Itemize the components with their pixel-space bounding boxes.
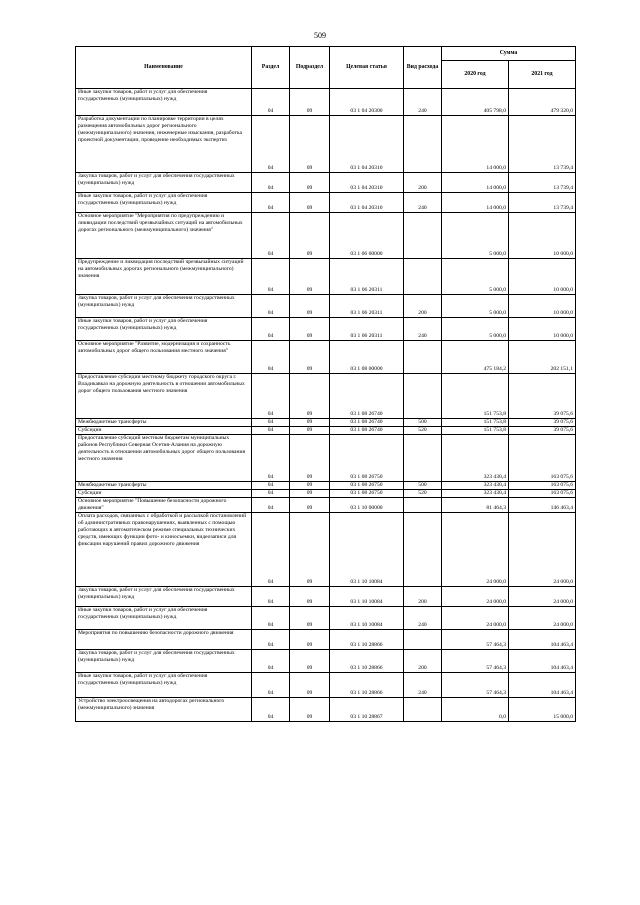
header-2020: 2020 год: [442, 61, 509, 89]
row-sum-2021: 163 075,6: [509, 435, 576, 482]
row-razdel: 04: [252, 630, 290, 650]
row-article: 03 1 06 00000: [330, 213, 404, 259]
row-name: Иные закупки товаров, работ и услуг для обеспечения государственных (муниципальных) нужд: [76, 673, 252, 698]
row-sum-2021: 24 000,0: [509, 513, 576, 587]
row-article: 03 1 08 26750: [330, 435, 404, 482]
row-sum-2020: 323 430,4: [442, 482, 509, 490]
row-razdel: 04: [252, 419, 290, 427]
row-name: Закупка товаров, работ и услуг для обеспечения государственных (муниципальных) нужд: [76, 650, 252, 673]
row-article: 03 1 04 20300: [330, 89, 404, 116]
row-razdel: 04: [252, 213, 290, 259]
row-sum-2021: 13 739,4: [509, 116, 576, 173]
row-name: Иные закупки товаров, работ и услуг для обеспечения государственных (муниципальных) нужд: [76, 318, 252, 341]
row-podrazdel: 09: [290, 587, 330, 607]
row-article: 03 1 10 10084: [330, 607, 404, 630]
row-podrazdel: 09: [290, 607, 330, 630]
table-row: [76, 482, 576, 490]
row-article: 03 1 06 20311: [330, 318, 404, 341]
row-razdel: 04: [252, 587, 290, 607]
header-podrazdel: Подраздел: [290, 47, 330, 89]
row-razdel: 04: [252, 490, 290, 498]
table-row: [76, 341, 576, 374]
row-podrazdel: 09: [290, 173, 330, 193]
row-article: 03 1 10 28866: [330, 650, 404, 673]
row-name: Субсидии: [76, 427, 252, 435]
row-article: 03 1 08 26740: [330, 374, 404, 419]
table-row: [76, 498, 576, 513]
row-vid: 200: [404, 650, 442, 673]
row-sum-2020: 57 464,3: [442, 673, 509, 698]
row-podrazdel: 09: [290, 630, 330, 650]
table-header: [76, 47, 576, 89]
row-sum-2020: 24 000,0: [442, 513, 509, 587]
row-name: Иные закупки товаров, работ и услуг для обеспечения государственных (муниципальных) нужд: [76, 193, 252, 213]
row-name: Субсидии: [76, 490, 252, 498]
header-summa: Сумма: [442, 47, 576, 61]
row-razdel: 04: [252, 698, 290, 722]
row-podrazdel: 09: [290, 259, 330, 295]
row-article: 03 1 08 00000: [330, 341, 404, 374]
row-razdel: 04: [252, 513, 290, 587]
table-row: [76, 295, 576, 318]
row-razdel: 04: [252, 116, 290, 173]
row-podrazdel: 09: [290, 435, 330, 482]
header-article: Целевая статья: [330, 47, 404, 89]
row-sum-2021: 10 000,0: [509, 213, 576, 259]
row-sum-2021: 39 075,6: [509, 419, 576, 427]
row-sum-2021: 10 000,0: [509, 295, 576, 318]
table-row: [76, 318, 576, 341]
row-article: 03 1 10 28867: [330, 698, 404, 722]
row-name: Иные закупки товаров, работ и услуг для обеспечения государственных (муниципальных) нужд: [76, 89, 252, 116]
row-razdel: 04: [252, 295, 290, 318]
page-number: 509: [314, 31, 326, 40]
row-sum-2020: 5 000,0: [442, 213, 509, 259]
row-vid: [404, 213, 442, 259]
row-name: Закупка товаров, работ и услуг для обеспечения государственных (муниципальных) нужд: [76, 173, 252, 193]
row-article: 03 1 10 00000: [330, 498, 404, 513]
row-article: 03 1 10 10084: [330, 513, 404, 587]
row-name: Разработка документации по планировке территории в целях размещения автомобильных дорог регионального (межмуниципального) значения, инженерные изыскания, разработка проектной документации, проведение необходимых экспертиз: [76, 116, 252, 173]
row-razdel: 04: [252, 374, 290, 419]
row-vid: [404, 498, 442, 513]
row-name: Закупка товаров, работ и услуг для обеспечения государственных (муниципальных) нужд: [76, 587, 252, 607]
row-vid: [404, 259, 442, 295]
table-row: [76, 650, 576, 673]
row-vid: [404, 435, 442, 482]
row-razdel: 04: [252, 318, 290, 341]
row-name: Устройство электроосвещения на автодорогах регионального (межмуниципального) значения: [76, 698, 252, 722]
row-podrazdel: 09: [290, 490, 330, 498]
row-article: 03 1 06 20311: [330, 259, 404, 295]
row-article: 03 1 10 28866: [330, 673, 404, 698]
row-article: 03 1 04 20310: [330, 116, 404, 173]
row-sum-2020: 24 000,0: [442, 587, 509, 607]
table-row: [76, 173, 576, 193]
row-vid: 240: [404, 607, 442, 630]
row-razdel: 04: [252, 259, 290, 295]
row-name: Основное мероприятие "Развитие, модернизация и сохранность автомобильных дорог общего пользования местного значения": [76, 341, 252, 374]
row-podrazdel: 09: [290, 650, 330, 673]
header-name: Наименование: [76, 47, 252, 89]
row-sum-2021: 10 000,0: [509, 259, 576, 295]
row-vid: 520: [404, 490, 442, 498]
row-vid: 200: [404, 173, 442, 193]
row-sum-2021: 202 151,1: [509, 341, 576, 374]
row-sum-2020: 405 798,0: [442, 89, 509, 116]
table-row: [76, 698, 576, 722]
row-article: 03 1 04 20310: [330, 173, 404, 193]
row-podrazdel: 09: [290, 318, 330, 341]
table-row: [76, 116, 576, 173]
header-razdel: Раздел: [252, 47, 290, 89]
row-sum-2020: 57 464,3: [442, 650, 509, 673]
table-row: [76, 193, 576, 213]
row-podrazdel: 09: [290, 374, 330, 419]
row-name: Межбюджетные трансферты: [76, 419, 252, 427]
row-sum-2020: 151 753,8: [442, 419, 509, 427]
row-sum-2021: 39 075,6: [509, 374, 576, 419]
row-sum-2021: 13 739,4: [509, 173, 576, 193]
row-vid: 520: [404, 427, 442, 435]
row-sum-2021: 104 463,4: [509, 630, 576, 650]
row-vid: 240: [404, 193, 442, 213]
row-sum-2020: 81 464,3: [442, 498, 509, 513]
row-podrazdel: 09: [290, 482, 330, 490]
row-sum-2020: 14 000,0: [442, 173, 509, 193]
row-name: Основное мероприятие "Мероприятия по предупреждению и ликвидации последствий чрезвычайных ситуаций на автомобильных дорогах регионального (межмуниципального) значения": [76, 213, 252, 259]
row-vid: [404, 374, 442, 419]
table-row: [76, 89, 576, 116]
table-row: [76, 490, 576, 498]
row-article: 03 1 08 26750: [330, 482, 404, 490]
row-sum-2020: 5 000,0: [442, 295, 509, 318]
row-name: Предоставление субсидии местному бюджету городского округа г. Владикавказ на дорожную деятельность в отношении автомобильных дорог общего пользования местного значения: [76, 374, 252, 419]
row-vid: 240: [404, 673, 442, 698]
row-vid: [404, 341, 442, 374]
row-razdel: 04: [252, 173, 290, 193]
row-podrazdel: 09: [290, 673, 330, 698]
table-row: [76, 513, 576, 587]
table-row: [76, 419, 576, 427]
table-row: [76, 427, 576, 435]
row-razdel: 04: [252, 673, 290, 698]
row-razdel: 04: [252, 498, 290, 513]
row-sum-2020: 475 184,2: [442, 341, 509, 374]
row-sum-2021: 104 463,4: [509, 673, 576, 698]
row-sum-2021: 104 463,4: [509, 650, 576, 673]
row-sum-2020: 24 000,0: [442, 607, 509, 630]
row-name: Предоставление субсидий местным бюджетам муниципальных районов Республики Северная Осетия-Алания на дорожную деятельность в отношении автомобильных дорог общего пользования местного значения: [76, 435, 252, 482]
row-vid: 240: [404, 318, 442, 341]
row-razdel: 04: [252, 193, 290, 213]
table-row: [76, 673, 576, 698]
row-vid: 240: [404, 89, 442, 116]
table-row: [76, 630, 576, 650]
row-podrazdel: 09: [290, 419, 330, 427]
row-article: 03 1 10 28866: [330, 630, 404, 650]
row-podrazdel: 09: [290, 498, 330, 513]
row-sum-2020: 5 000,0: [442, 318, 509, 341]
row-podrazdel: 09: [290, 698, 330, 722]
row-razdel: 04: [252, 482, 290, 490]
row-name: Иные закупки товаров, работ и услуг для обеспечения государственных (муниципальных) нужд: [76, 607, 252, 630]
row-name: Мероприятия по повышению безопасности дорожного движения: [76, 630, 252, 650]
row-podrazdel: 09: [290, 427, 330, 435]
row-podrazdel: 09: [290, 513, 330, 587]
table-row: [76, 374, 576, 419]
row-sum-2021: 479 320,0: [509, 89, 576, 116]
row-name: Предупреждение и ликвидация последствий чрезвычайных ситуаций на автомобильных дорогах регионального (межмуниципального) значения: [76, 259, 252, 295]
row-sum-2021: 146 463,4: [509, 498, 576, 513]
row-name: Закупка товаров, работ и услуг для обеспечения государственных (муниципальных) нужд: [76, 295, 252, 318]
table-body: [76, 89, 576, 722]
row-vid: 500: [404, 419, 442, 427]
row-sum-2021: 15 000,0: [509, 698, 576, 722]
row-sum-2021: 163 075,6: [509, 490, 576, 498]
row-razdel: 04: [252, 89, 290, 116]
row-vid: 200: [404, 295, 442, 318]
row-sum-2020: 5 000,0: [442, 259, 509, 295]
row-sum-2020: 323 430,4: [442, 435, 509, 482]
row-sum-2021: 24 000,0: [509, 587, 576, 607]
row-sum-2020: 0,0: [442, 698, 509, 722]
row-sum-2021: 39 075,6: [509, 427, 576, 435]
row-sum-2020: 151 753,8: [442, 374, 509, 419]
row-vid: 500: [404, 482, 442, 490]
row-article: 03 1 08 26740: [330, 427, 404, 435]
row-vid: 200: [404, 587, 442, 607]
header-2021: 2021 год: [509, 61, 576, 89]
row-sum-2020: 14 000,0: [442, 193, 509, 213]
row-podrazdel: 09: [290, 295, 330, 318]
row-razdel: 04: [252, 650, 290, 673]
row-article: 03 1 04 20310: [330, 193, 404, 213]
row-name: Основное мероприятие "Повышение безопасности дорожного движения": [76, 498, 252, 513]
row-article: 03 1 10 10084: [330, 587, 404, 607]
table-row: [76, 435, 576, 482]
row-article: 03 1 08 26750: [330, 490, 404, 498]
row-razdel: 04: [252, 341, 290, 374]
row-vid: [404, 698, 442, 722]
row-vid: [404, 630, 442, 650]
row-article: 03 1 06 20311: [330, 295, 404, 318]
row-podrazdel: 09: [290, 213, 330, 259]
row-vid: [404, 513, 442, 587]
row-razdel: 04: [252, 607, 290, 630]
row-podrazdel: 09: [290, 116, 330, 173]
header-vid: Вид расхода: [404, 47, 442, 89]
row-article: 03 1 08 26740: [330, 419, 404, 427]
row-sum-2020: 14 000,0: [442, 116, 509, 173]
row-podrazdel: 09: [290, 341, 330, 374]
row-sum-2020: 151 753,8: [442, 427, 509, 435]
row-podrazdel: 09: [290, 193, 330, 213]
row-sum-2021: 10 000,0: [509, 318, 576, 341]
row-sum-2021: 24 000,0: [509, 607, 576, 630]
row-sum-2021: 163 075,6: [509, 482, 576, 490]
row-sum-2021: 13 739,4: [509, 193, 576, 213]
row-razdel: 04: [252, 427, 290, 435]
budget-table: [75, 46, 576, 722]
table-row: [76, 259, 576, 295]
row-name: Оплата расходов, связанных с обработкой и рассылкой постановлений об административных правонарушениях, выявленных с помощью работающих в автоматическом режиме специальных технических средств, имеющих функции фото- и киносъемки, видеозаписи для фиксации нарушений правил дорожного движения: [76, 513, 252, 587]
row-sum-2020: 57 464,3: [442, 630, 509, 650]
row-vid: [404, 116, 442, 173]
row-sum-2020: 323 430,4: [442, 490, 509, 498]
table-row: [76, 607, 576, 630]
table-row: [76, 587, 576, 607]
table-row: [76, 213, 576, 259]
row-podrazdel: 09: [290, 89, 330, 116]
row-name: Межбюджетные трансферты: [76, 482, 252, 490]
row-razdel: 04: [252, 435, 290, 482]
